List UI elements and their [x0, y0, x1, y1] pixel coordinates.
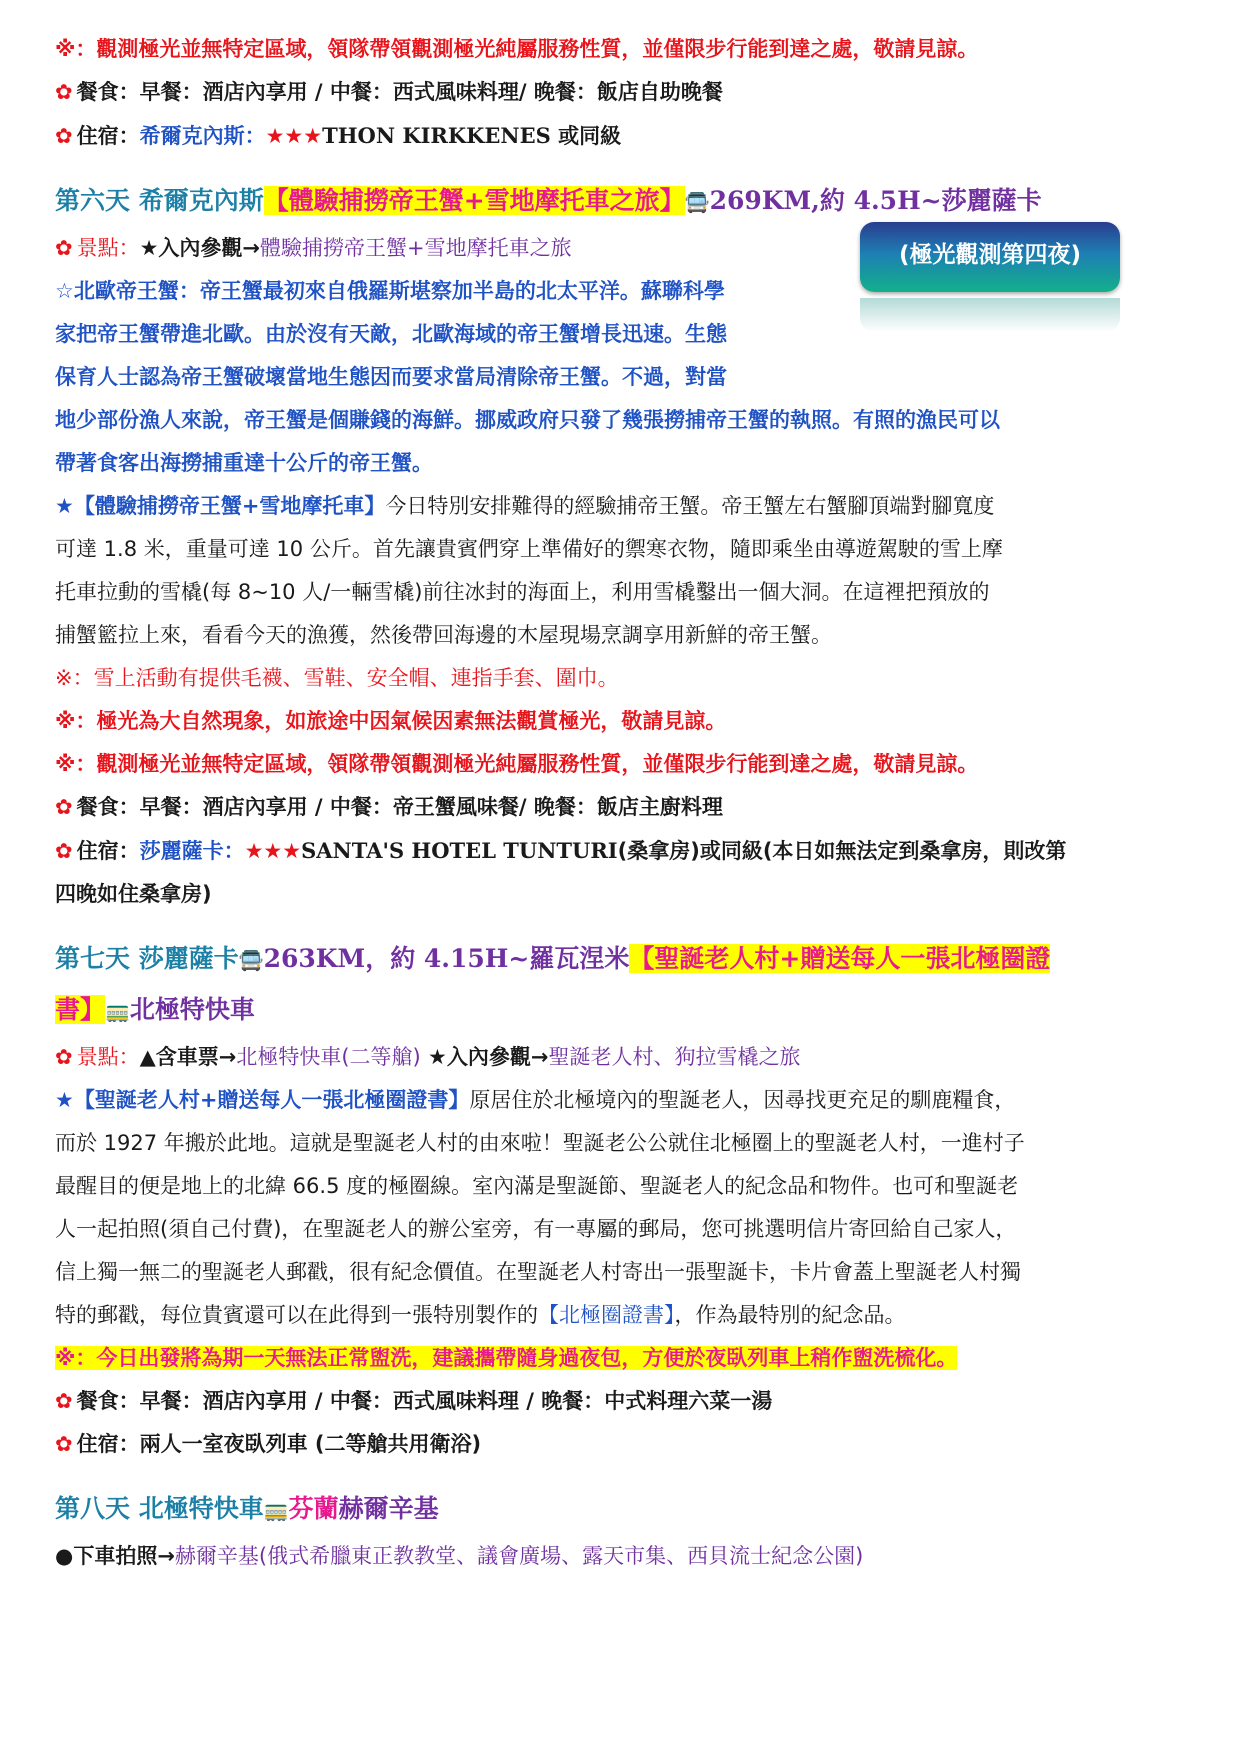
kingcrab-line-2: 家把帝王蟹帶進北歐。由於沒有天敵，北歐海域的帝王蟹增長迅速。生態 — [55, 322, 727, 346]
train-icon: 🚃 — [263, 1498, 289, 1522]
day7-heading — [55, 934, 1195, 985]
santa-line-4: 人一起拍照(須自己付費)，在聖誕老人的辦公室旁，有一專屬的郵局，您可挑選明信片寄回給自己家人， — [55, 1217, 1017, 1241]
hotel-name: SANTA'S HOTEL TUNTURI — [301, 838, 618, 863]
meal-value: 早餐：酒店內享用 / 中餐：西式風味料理 / 晚餐：中式料理六菜一湯 — [139, 1389, 773, 1413]
day6-note-1: ※：雪上活動有提供毛襪、雪鞋、安全帽、連指手套、圍巾。 — [55, 666, 619, 690]
santa-title: ★【聖誕老人村+贈送每人一張北極圈證書】 — [55, 1088, 470, 1112]
kingcrab-line-3: 保育人士認為帝王蟹破壞當地生態因而要求當局清除帝王蟹。不過，對當 — [55, 365, 727, 389]
day8-city: 赫爾辛基 — [338, 1494, 439, 1523]
experience-line-3: 托車拉動的雪橇(每 8~10 人/一輛雪橇)前往冰封的海面上，利用雪橇鑿出一個大洞。在這裡把預放的 — [55, 580, 990, 604]
day6-heading — [55, 176, 1195, 227]
meal-line-top — [55, 71, 1195, 114]
hotel-stars: ★★★ — [265, 124, 323, 148]
bus-icon: 🚍 — [238, 948, 264, 972]
day8-country: 芬蘭 — [288, 1494, 339, 1523]
hotel-value: 兩人一室夜臥列車 (二等艙共用衛浴) — [139, 1432, 482, 1456]
day7-highlight: 【聖誕老人村+贈送每人一張北極圈證 — [629, 944, 1051, 973]
meal-label: 餐食： — [76, 795, 140, 819]
day7-meal — [55, 1380, 1195, 1423]
hotel-line-top — [55, 114, 1195, 158]
day7-train-label: 北極特快車 — [129, 995, 255, 1024]
day7-heading-cont — [55, 985, 1195, 1036]
day6-distance: 269KM,約 4.5H~ — [709, 186, 942, 215]
experience-line-1 — [55, 485, 1195, 528]
kingcrab-line-4: 地少部份漁人來說，帝王蟹是個賺錢的海鮮。挪威政府只發了幾張撈捕帝王蟹的執照。有照的漁民可以 — [55, 408, 1000, 432]
aurora-night-badge — [860, 222, 1120, 292]
flower-icon: ✿ — [55, 1432, 73, 1456]
hotel-city: 希爾克內斯： — [139, 124, 266, 148]
day7-sights — [55, 1036, 1195, 1079]
day7-note — [55, 1337, 1195, 1380]
kingcrab-line-1: ☆北歐帝王蟹：帝王蟹最初來自俄羅斯堪察加半島的北太平洋。蘇聯科學 — [55, 279, 725, 303]
day6-meal — [55, 786, 1195, 829]
santa-line-6 — [55, 1294, 1195, 1337]
day7-note-text: ※：今日出發將為期一天無法正常盥洗，建議攜帶隨身過夜包，方便於夜臥列車上稍作盥洗梳化。 — [55, 1346, 958, 1370]
santa-text: ，作為最特別的紀念品。 — [674, 1303, 906, 1327]
sights-prefix: ★入內參觀→ — [139, 236, 261, 260]
hotel-label: 住宿： — [76, 839, 140, 863]
flower-icon: ✿ — [55, 236, 73, 260]
day7-destination: 羅瓦涅米 — [529, 944, 630, 973]
sights-value: 體驗捕撈帝王蟹+雪地摩托車之旅 — [260, 236, 572, 260]
day8-photo — [55, 1535, 1195, 1578]
flower-icon: ✿ — [55, 1389, 73, 1413]
experience-line-2: 可達 1.8 米，重量可達 10 公斤。首先讓貴賓們穿上準備好的禦寒衣物，隨即乘坐由導遊駕駛的雪上摩 — [55, 537, 1003, 561]
santa-line-1 — [55, 1079, 1195, 1122]
bus-icon: 🚍 — [684, 190, 710, 214]
day6-title: 第六天 希爾克內斯 — [55, 186, 264, 215]
hotel-suffix: 或同級 — [550, 124, 622, 148]
photo-label: ●下車拍照→ — [55, 1544, 175, 1568]
santa-line-3: 最醒目的便是地上的北緯 66.5 度的極圈線。室內滿是聖誕節、聖誕老人的紀念品和物件。也可和聖誕老 — [55, 1174, 1019, 1198]
santa-line-5: 信上獨一無二的聖誕老人郵戳，很有紀念價值。在聖誕老人村寄出一張聖誕卡，卡片會蓋上聖誕老人村獨 — [55, 1260, 1021, 1284]
sights-b: ★入內參觀→ — [420, 1045, 549, 1069]
day6-note-3: ※：觀測極光並無特定區域，領隊帶領觀測極光純屬服務性質，並僅限步行能到達之處，敬請見諒。 — [55, 752, 979, 776]
sights-b-value: 聖誕老人村、狗拉雪橇之旅 — [548, 1045, 801, 1069]
hotel-stars: ★★★ — [244, 839, 302, 863]
certificate-label: 【北極圈證書】 — [538, 1303, 675, 1327]
experience-text: 今日特別安排難得的經驗捕帝王蟹。帝王蟹左右蟹腳頂端對腳寬度 — [385, 494, 995, 518]
aurora-night-label: (極光觀測第四夜) — [860, 222, 1120, 292]
experience-line-4: 捕蟹籃拉上來，看看今天的漁獲，然後帶回海邊的木屋現場烹調享用新鮮的帝王蟹。 — [55, 623, 832, 647]
sights-a: ▲含車票→ — [139, 1045, 237, 1069]
aurora-note-top: ※：觀測極光並無特定區域，領隊帶領觀測極光純屬服務性質，並僅限步行能到達之處，敬請見諒。 — [55, 37, 979, 61]
meal-label: 餐食： — [76, 1389, 140, 1413]
hotel-city: 莎麗薩卡： — [139, 839, 245, 863]
flower-icon: ✿ — [55, 80, 73, 104]
santa-text: 特的郵戳，每位貴賓還可以在此得到一張特別製作的 — [55, 1303, 538, 1327]
experience-title: ★【體驗捕撈帝王蟹+雪地摩托車】 — [55, 494, 386, 518]
meal-value: 早餐：酒店內享用 / 中餐：帝王蟹風味餐/ 晚餐：飯店主廚料理 — [139, 795, 723, 819]
day6-destination: 莎麗薩卡 — [941, 186, 1042, 215]
flower-icon: ✿ — [55, 1045, 73, 1069]
flower-icon: ✿ — [55, 839, 73, 863]
photo-value: 赫爾辛基(俄式希臘東正教教堂、議會廣場、露天市集、西貝流士紀念公園) — [174, 1544, 864, 1568]
hotel-label: 住宿： — [76, 124, 140, 148]
train-icon: 🚃 — [105, 999, 130, 1023]
flower-icon: ✿ — [55, 795, 73, 819]
hotel-name: THON KIRKKENES — [322, 123, 551, 148]
santa-text: 原居住於北極境內的聖誕老人，因尋找更充足的馴鹿糧食， — [469, 1088, 1016, 1112]
flower-icon: ✿ — [55, 124, 73, 148]
day6-highlight: 【體驗捕撈帝王蟹+雪地摩托車之旅】 — [263, 186, 685, 215]
santa-line-2: 而於 1927 年搬於此地。這就是聖誕老人村的由來啦！聖誕老公公就住北極圈上的聖誕老人村，一進村子 — [55, 1131, 1025, 1155]
meal-value: 早餐：酒店內享用 / 中餐：西式風味料理/ 晚餐：飯店自助晚餐 — [139, 80, 723, 104]
sights-label: 景點： — [76, 236, 140, 260]
hotel-label: 住宿： — [76, 1432, 140, 1456]
day7-hotel — [55, 1423, 1195, 1466]
hotel-note: (桑拿房)或同級(本日如無法定到桑拿房，則改第 — [617, 839, 1067, 863]
day8-title: 第八天 北極特快車 — [55, 1494, 264, 1523]
sights-label: 景點： — [76, 1045, 140, 1069]
day8-heading — [55, 1484, 1195, 1535]
day6-note-2: ※：極光為大自然現象，如旅途中因氣候因素無法觀賞極光，敬請見諒。 — [55, 709, 727, 733]
kingcrab-line-5: 帶著食客出海撈捕重達十公斤的帝王蟹。 — [55, 451, 433, 475]
day6-hotel — [55, 829, 1195, 873]
sights-a-value: 北極特快車(二等艙) — [236, 1045, 421, 1069]
day7-highlight-cont: 書】 — [55, 995, 106, 1024]
meal-label: 餐食： — [76, 80, 140, 104]
day7-distance: 263KM，約 4.15H~ — [263, 944, 530, 973]
day6-hotel-cont: 四晚如住桑拿房) — [55, 882, 212, 906]
badge-reflection — [860, 298, 1120, 332]
day7-title: 第七天 莎麗薩卡 — [55, 944, 239, 973]
